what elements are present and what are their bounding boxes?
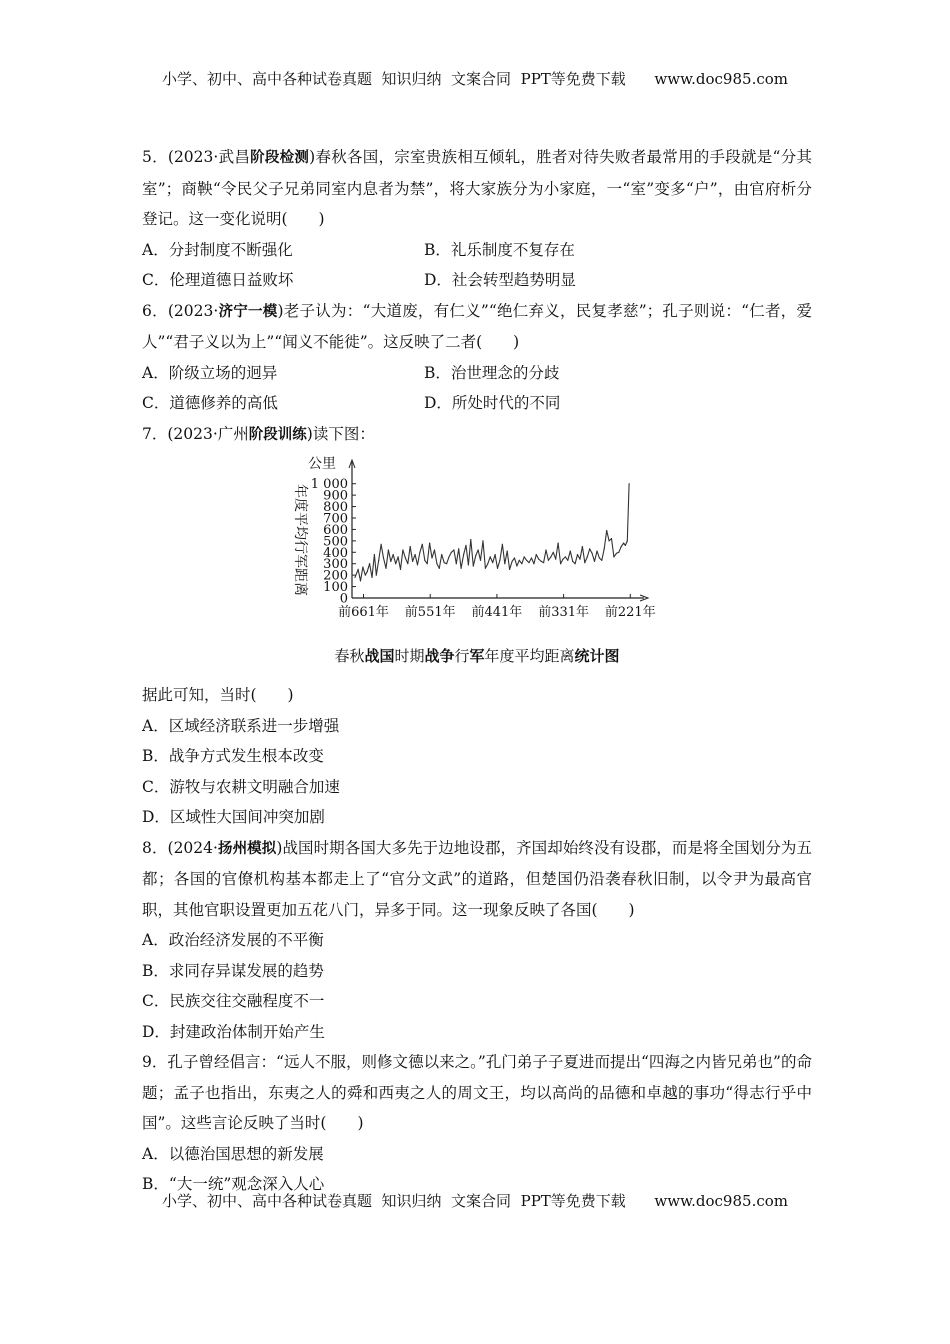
data-point (429, 543, 430, 544)
data-point (453, 549, 454, 550)
chart-title-part: 春秋 (334, 647, 365, 665)
data-point (596, 551, 597, 552)
question-text: 孔子曾经倡言：“远人不服，则修文德以来之。”孔门弟子子夏进而提出“四海之内皆兄弟也”的命题；孟子也指出，东夷之人的舜和西夷之人的周文王，均以高尚的品德和卓越的事功“得志行乎中国”。这些言论反映了当时( ) (142, 1053, 812, 1132)
option-c[interactable]: C．伦理道德日益败坏 (142, 271, 294, 289)
option-a[interactable]: A．政治经济发展的不平衡 (142, 931, 324, 949)
data-point (419, 552, 420, 553)
y-tick-label: 900 (323, 488, 348, 504)
option-c[interactable]: C．游牧与农耕文明融合加速 (142, 777, 340, 796)
data-point (541, 561, 542, 562)
y-tick-label: 500 (323, 534, 348, 550)
data-point (393, 554, 394, 555)
data-point (555, 559, 556, 560)
data-point (553, 552, 554, 553)
data-point (412, 561, 413, 562)
data-point (514, 557, 515, 558)
chart-title-part: 统计图 (574, 647, 620, 665)
data-point (499, 560, 500, 561)
data-point (623, 543, 624, 544)
chart-title-part: 军 (469, 647, 485, 665)
question-source: (2023· (167, 301, 219, 320)
y-tick-label: 400 (323, 545, 348, 561)
y-tick-label: 100 (323, 580, 348, 596)
data-point (358, 569, 359, 570)
y-tick-label: 300 (323, 557, 348, 573)
chart-title-part: 行 (454, 647, 470, 665)
data-point (395, 563, 396, 564)
data-point (516, 565, 517, 566)
option-d[interactable]: D．社会转型趋势明显 (424, 271, 576, 289)
question-number: 9． (142, 1053, 168, 1071)
data-point (367, 571, 368, 572)
data-point (601, 560, 602, 561)
data-point (360, 580, 361, 581)
page-header: 小学、初中、高中各种试卷真题 知识归纳 文案合同 PPT等免费下载 www.doc985.com (161, 70, 788, 88)
chart-title-part: 时期 (394, 647, 425, 665)
data-point (570, 551, 571, 552)
data-point (480, 560, 481, 561)
question-5-stem (142, 142, 812, 235)
option-c[interactable]: C．民族交往交融程度不一 (142, 992, 325, 1010)
question-number: 7． (142, 424, 168, 443)
data-point (495, 554, 496, 555)
data-point (502, 544, 503, 545)
question-text: )读下图： (306, 424, 375, 443)
question-6-stem (142, 296, 812, 358)
question-number: 6． (142, 301, 168, 320)
x-tick-label: 前551年 (404, 605, 456, 620)
option-b[interactable]: B．礼乐制度不复存在 (424, 240, 575, 259)
data-point (446, 563, 447, 564)
y-tick-label: 0 (339, 591, 348, 607)
data-point (616, 553, 617, 554)
data-point (548, 560, 549, 561)
data-point (402, 549, 403, 550)
question-source-type: 扬州模拟 (217, 840, 277, 857)
question-number: 5． (142, 148, 168, 166)
data-point (439, 568, 440, 569)
data-point (470, 539, 471, 540)
data-point (415, 554, 416, 555)
data-point (434, 549, 435, 550)
data-point (536, 554, 537, 555)
data-point (550, 556, 551, 557)
page-footer: 小学、初中、高中各种试卷真题 知识归纳 文案合同 PPT等免费下载 www.doc985.com (161, 1192, 788, 1210)
data-point (618, 552, 619, 553)
data-point (461, 568, 462, 569)
x-tick-label: 前221年 (604, 605, 656, 620)
option-a[interactable]: A．区域经济联系进一步增强 (142, 716, 340, 735)
data-point (448, 556, 449, 557)
data-point (504, 563, 505, 564)
data-point (354, 577, 355, 578)
question-source: (2024· (167, 838, 218, 857)
data-point (398, 556, 399, 557)
option-b[interactable]: B．求同存异谋发展的趋势 (142, 961, 324, 980)
data-point (436, 563, 437, 564)
data-point (390, 561, 391, 562)
data-point (524, 556, 525, 557)
data-point (376, 575, 377, 576)
series-line (355, 484, 629, 581)
data-point (582, 546, 583, 547)
question-source-type: 阶段检测 (250, 150, 310, 166)
option-d[interactable]: D．区域性大国间冲突加剧 (142, 808, 325, 826)
x-tick-label: 前441年 (471, 605, 523, 620)
data-point (388, 549, 389, 550)
data-point (627, 540, 628, 541)
option-b[interactable]: B．治世理念的分歧 (424, 363, 560, 382)
data-point (458, 548, 459, 549)
data-point (575, 563, 576, 564)
data-point (572, 561, 573, 562)
question-7-after: 据此可知，当时( ) (142, 686, 294, 704)
data-point (427, 563, 428, 564)
data-point (487, 563, 488, 564)
chart-title-part: 年度平均距离 (484, 647, 575, 665)
data-point (531, 557, 532, 558)
data-point (422, 544, 423, 545)
question-text: )战国时期各国大多先于边地设郡，齐国却始终没有设郡，而是将全国划分为五都；各国的官僚机构基本都走上了“官分文武”的道路，但楚国仍沿袭春秋旧制，以令尹为最高官职，其他官职设置更加五花八门，异多于同。这一现象反映了各国( ) (142, 838, 812, 919)
x-tick-label: 前331年 (538, 605, 590, 620)
option-row (142, 358, 812, 389)
option-b[interactable]: B．战争方式发生根本改变 (142, 747, 324, 765)
option-row (142, 388, 812, 419)
option-a[interactable]: A．阶级立场的迥异 (142, 363, 278, 382)
data-point (444, 562, 445, 563)
question-list (142, 142, 812, 1200)
data-point (497, 568, 498, 569)
y-unit-label: 公里 (308, 456, 336, 472)
data-point (405, 557, 406, 558)
data-point (562, 559, 563, 560)
data-point (599, 557, 600, 558)
data-point (577, 554, 578, 555)
data-point (528, 562, 529, 563)
option-row (142, 265, 812, 296)
data-point (625, 545, 626, 546)
y-tick-label: 1 000 (310, 477, 348, 493)
data-point (629, 483, 630, 484)
data-point (609, 540, 610, 541)
data-point (526, 560, 527, 561)
data-point (567, 560, 568, 561)
data-point (587, 556, 588, 557)
data-point (606, 530, 607, 531)
data-point (545, 549, 546, 550)
data-point (478, 549, 479, 550)
data-point (482, 540, 483, 541)
question-source-type: 济宁一模 (218, 303, 278, 320)
data-point (417, 564, 418, 565)
chart-title-part: 战争 (424, 647, 455, 665)
data-point (374, 554, 375, 555)
y-axis-title: 年度平均行军距离 (292, 484, 308, 596)
data-point (468, 564, 469, 565)
option-a[interactable]: A．分封制度不断强化 (142, 240, 293, 259)
data-point (579, 559, 580, 560)
data-point (431, 557, 432, 558)
data-point (613, 556, 614, 557)
question-number: 8． (142, 838, 168, 857)
question-source-type: 阶段训练 (248, 426, 307, 443)
data-point (512, 561, 513, 562)
data-point (424, 560, 425, 561)
data-point (589, 548, 590, 549)
data-point (558, 543, 559, 544)
data-point (407, 563, 408, 564)
data-point (456, 563, 457, 564)
y-tick-label: 200 (323, 568, 348, 584)
data-point (611, 538, 612, 539)
data-point (592, 553, 593, 554)
data-point (490, 556, 491, 557)
option-row (142, 235, 812, 266)
y-tick-label: 600 (323, 522, 348, 538)
question-8-stem (142, 833, 812, 926)
data-point (385, 568, 386, 569)
data-point (584, 562, 585, 563)
question-text: )春秋各国，宗室贵族相互倾轧，胜者对待失败者最常用的手段就是“分其室”；商鞅“令民父子兄弟同室内息者为禁”，将大家族分为小家庭，一“室”变多“户”，由官府析分登记。这一变化说明( ) (142, 148, 812, 228)
data-point (565, 556, 566, 557)
data-point (604, 548, 605, 549)
data-point (400, 569, 401, 570)
data-point (463, 554, 464, 555)
data-point (362, 567, 363, 568)
data-point (533, 563, 534, 564)
data-point (519, 560, 520, 561)
data-point (369, 563, 370, 564)
data-point (410, 546, 411, 547)
data-point (365, 575, 366, 576)
option-d[interactable]: D．所处时代的不同 (424, 394, 561, 412)
question-source: (2023·武昌 (167, 148, 251, 166)
data-point (465, 545, 466, 546)
data-point (383, 557, 384, 558)
question-7-stem (142, 419, 812, 451)
data-point (509, 569, 510, 570)
data-point (371, 577, 372, 578)
chart-title (142, 641, 812, 672)
data-point (473, 565, 474, 566)
data-point (594, 561, 595, 562)
x-tick-label: 前661年 (338, 605, 389, 620)
data-point (621, 546, 622, 547)
data-point (451, 552, 452, 553)
question-source: (2023·广州 (167, 424, 249, 443)
data-point (560, 563, 561, 564)
marching-distance-chart (142, 450, 812, 680)
question-9-stem (142, 1047, 812, 1139)
data-point (381, 544, 382, 545)
data-point (507, 551, 508, 552)
option-a[interactable]: A．以德治国思想的新发展 (142, 1144, 324, 1163)
option-d[interactable]: D．封建政治体制开始产生 (142, 1022, 325, 1041)
option-c[interactable]: C．道德修养的高低 (142, 394, 278, 412)
y-tick-label: 700 (323, 511, 348, 527)
data-point (378, 560, 379, 561)
data-point (521, 563, 522, 564)
data-point (538, 559, 539, 560)
chart-svg (142, 450, 812, 640)
data-point (485, 568, 486, 569)
question-text: )老子认为：“大道废，有仁义”“绝仁弃义，民复孝慈”；孔子则说：“仁者，爱人”“君子义以为上”“闻义不能徙”。这反映了二者( ) (142, 301, 813, 351)
chart-title-part: 战国 (364, 647, 395, 665)
data-point (441, 554, 442, 555)
option-b[interactable]: B．“大一统”观念深入人心 (142, 1175, 325, 1193)
y-tick-label: 800 (323, 500, 348, 516)
data-point (543, 562, 544, 563)
data-point (475, 555, 476, 556)
data-point (492, 562, 493, 563)
